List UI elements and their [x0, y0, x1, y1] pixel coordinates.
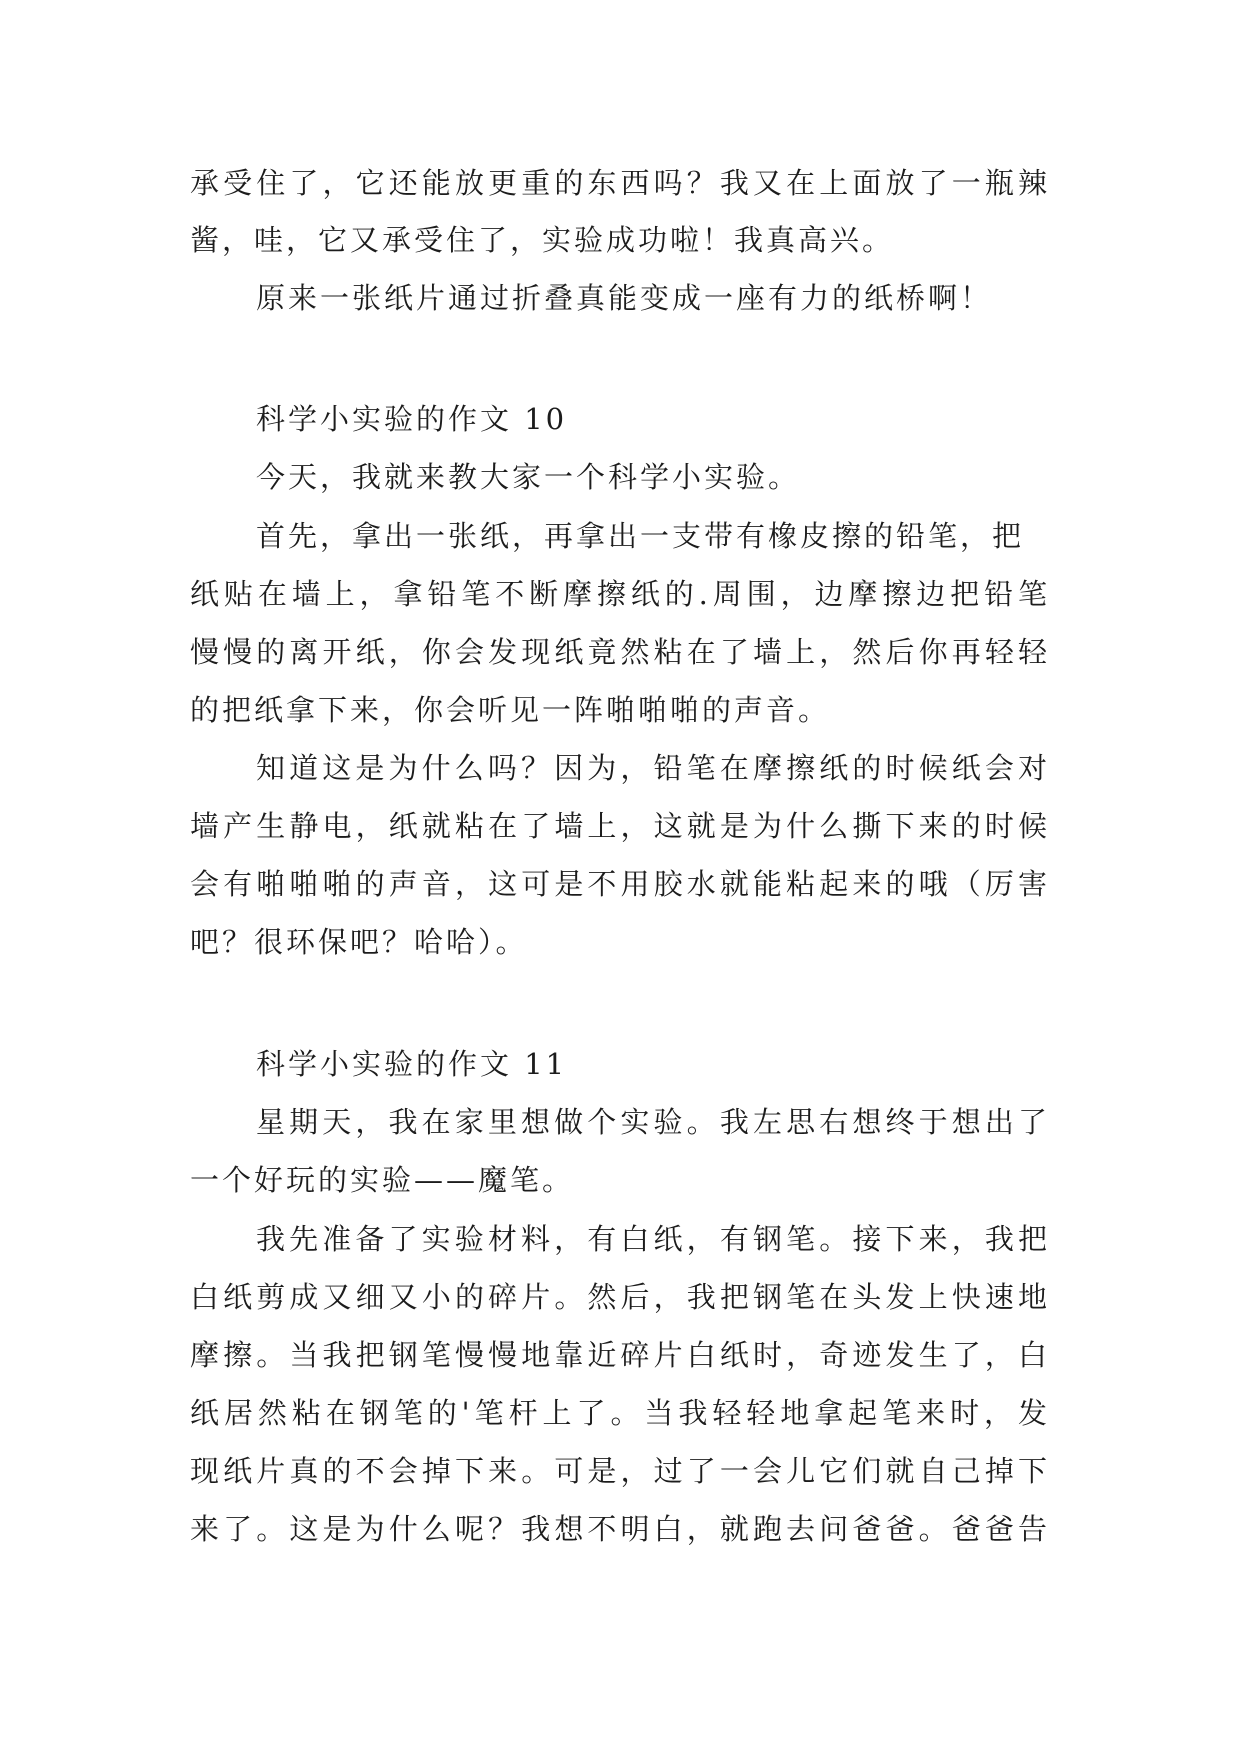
section-heading: 科学小实验的作文 10 [256, 402, 568, 436]
paragraph-line: 今天，我就来教大家一个科学小实验。 [256, 460, 801, 494]
paragraph-line: 一个好玩的实验——魔笔。 [190, 1163, 575, 1197]
paragraph-line: 的把纸拿下来，你会听见一阵啪啪啪的声音。 [190, 693, 831, 727]
paragraph-line: 吧？很环保吧？哈哈）。 [190, 925, 528, 959]
paragraph-line: 现纸片真的不会掉下来。可是，过了一会儿它们就自己掉下 [190, 1454, 1050, 1488]
paragraph-line: 承受住了，它还能放更重的东西吗？我又在上面放了一瓶辣 [190, 166, 1050, 200]
paragraph-line: 墙产生静电，纸就粘在了墙上，这就是为什么撕下来的时候 [190, 809, 1050, 843]
section-heading: 科学小实验的作文 11 [256, 1047, 568, 1081]
paragraph-line: 来了。这是为什么呢？我想不明白，就跑去问爸爸。爸爸告 [190, 1512, 1050, 1546]
paragraph-line: 酱，哇，它又承受住了，实验成功啦！我真高兴。 [190, 223, 895, 257]
paragraph-line: 知道这是为什么吗？因为，铅笔在摩擦纸的时候纸会对 [256, 751, 1050, 785]
paragraph-line: 会有啪啪啪的声音，这可是不用胶水就能粘起来的哦（厉害 [190, 867, 1050, 901]
paragraph-line: 白纸剪成又细又小的碎片。然后，我把钢笔在头发上快速地 [190, 1280, 1050, 1314]
paragraph-line: 首先，拿出一张纸，再拿出一支带有橡皮擦的铅笔，把 [256, 519, 1025, 553]
paragraph-line: 纸居然粘在钢笔的'笔杆上了。当我轻轻地拿起笔来时，发 [190, 1396, 1050, 1430]
paragraph-line: 我先准备了实验材料，有白纸，有钢笔。接下来，我把 [256, 1222, 1050, 1256]
paragraph-line: 慢慢的离开纸，你会发现纸竟然粘在了墙上，然后你再轻轻 [190, 635, 1050, 669]
paragraph-line: 原来一张纸片通过折叠真能变成一座有力的纸桥啊！ [256, 281, 993, 315]
paragraph-line: 星期天，我在家里想做个实验。我左思右想终于想出了 [256, 1105, 1050, 1139]
paragraph-line: 纸贴在墙上，拿铅笔不断摩擦纸的.周围，边摩擦边把铅笔 [190, 577, 1050, 611]
paragraph-line: 摩擦。当我把钢笔慢慢地靠近碎片白纸时，奇迹发生了，白 [190, 1338, 1050, 1372]
